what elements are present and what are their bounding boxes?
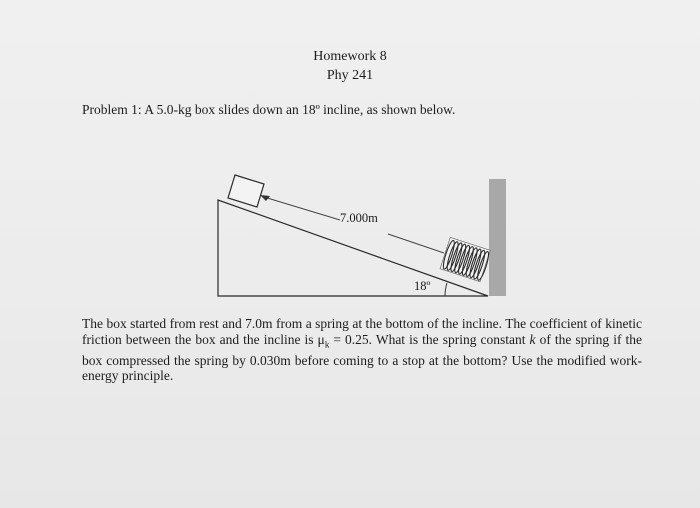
spring [440,237,490,281]
wall [489,179,506,296]
distance-label: 7.000m [340,211,378,225]
spring-constant-symbol: k [529,331,536,347]
problem-description [82,316,642,384]
homework-title: Homework 8 [313,49,387,64]
description-part2: = 0.25. What is the spring constant [329,331,530,347]
course-name: Phy 241 [326,68,374,83]
distance-line-lower [388,234,444,253]
incline-diagram [200,160,530,310]
box [228,175,264,207]
angle-arc [445,283,447,296]
distance-line-upper [264,197,340,220]
mu-subscript: k [324,339,330,350]
problem-statement: Problem 1: A 5.0-kg box slides down an 18º incline, as shown below. [82,102,456,117]
description-part3: of the spring if the box compressed the spring by 0.030m before coming to a stop at the bottom? Use the modified work-energy principle. [82,331,643,384]
description-part1: The box started from rest and 7.0m from a spring at the bottom of the incline. The coefficient of kinetic friction between the box and the incline is μ [82,316,642,347]
angle-label: 18º [414,279,431,293]
